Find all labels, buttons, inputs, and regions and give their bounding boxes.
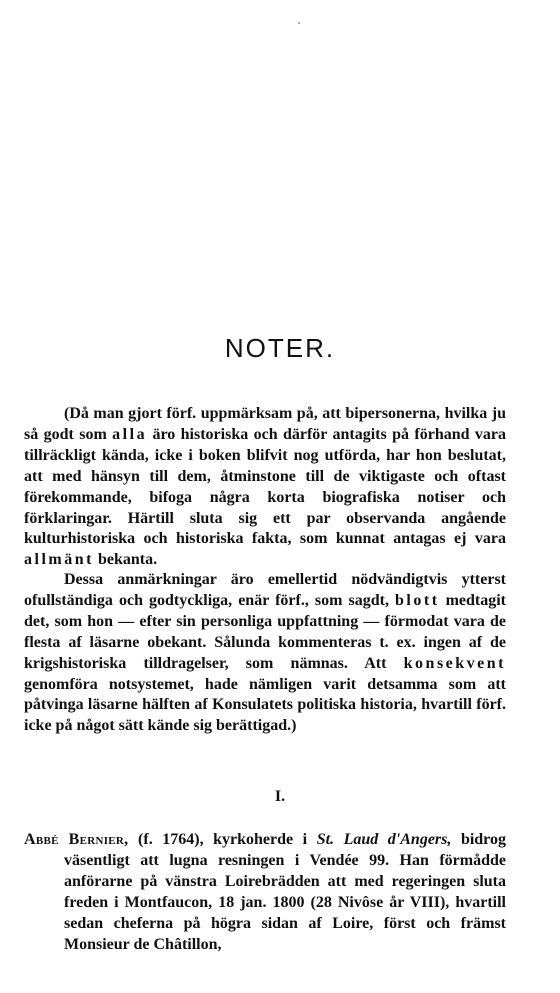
entry-headword: Abbé Bernier,: [24, 831, 129, 848]
intro-1-text-c: bekanta.: [93, 551, 158, 569]
intro-1-spaced-word-b: allmänt: [24, 551, 94, 569]
intro-2-spaced-word-a: blott: [395, 591, 440, 609]
intro-2-text-b: medtagit det, som hon — efter sin personliga uppfattning — förmodat vara de flesta af läsarne obekant. Sålunda kommenteras t. ex. ingen af de krigshistoriska tilldragelser, som nämnas. Att: [24, 591, 507, 672]
intro-2-text-a: Dessa anmärkningar äro emellertid nödvändigtvis ytterst ofullständiga och godtyckliga, enär förf., som sagdt,: [24, 571, 506, 609]
intro-1-text-b: äro historiska och därför antagits på förhand vara tillräckligt kända, icke i boken blifvit nog utförda, har hon beslutat, att med hänsyn till dem, åtminstone till de viktigaste och oftast förekommande, bifoga några korta biografiska notiser och förklaringar. Härtill sluta sig ett par observanda angående kulturhistoriska och historiska fakta, som kunnat antagas ej vara: [24, 425, 507, 548]
entry-text-b: bidrog väsentligt att lugna resningen i Vendée 99. Han förmådde anförarne på vänstra Loirebrädden att med regeringen sluta freden i Montfaucon, 18 jan. 1800 (28 Nivôse år VIII), hvartill sedan cheferna på högra sidan af Loire, först och främst Monsieur de Châtillon,: [64, 831, 506, 953]
stray-ink-dot: [298, 22, 300, 24]
entry-place: St. Laud d'Angers,: [316, 831, 452, 848]
page-title: NOTER.: [224, 333, 336, 363]
intro-paragraph-1: [24, 404, 506, 571]
intro-2-spaced-word-b: konsekvent: [403, 654, 506, 672]
intro-1-text-a: (Då man gjort förf. uppmärksam på, att bipersonerna, hvilka ju så godt som: [24, 405, 506, 443]
section-numeral: I.: [274, 788, 286, 805]
intro-2-text-c: genomföra notsystemet, hade nämligen varit detsamma som att påtvinga läsarne hälften af Konsulatets politiska historia, hvartill förf. icke på något sätt kände sig berättigad.): [24, 675, 506, 735]
note-entry-bernier: [24, 830, 506, 955]
intro-1-spaced-word-a: alla: [112, 425, 148, 443]
intro-paragraph-2: [24, 570, 506, 737]
entry-text-a: (f. 1764), kyrkoherde i: [128, 831, 317, 848]
